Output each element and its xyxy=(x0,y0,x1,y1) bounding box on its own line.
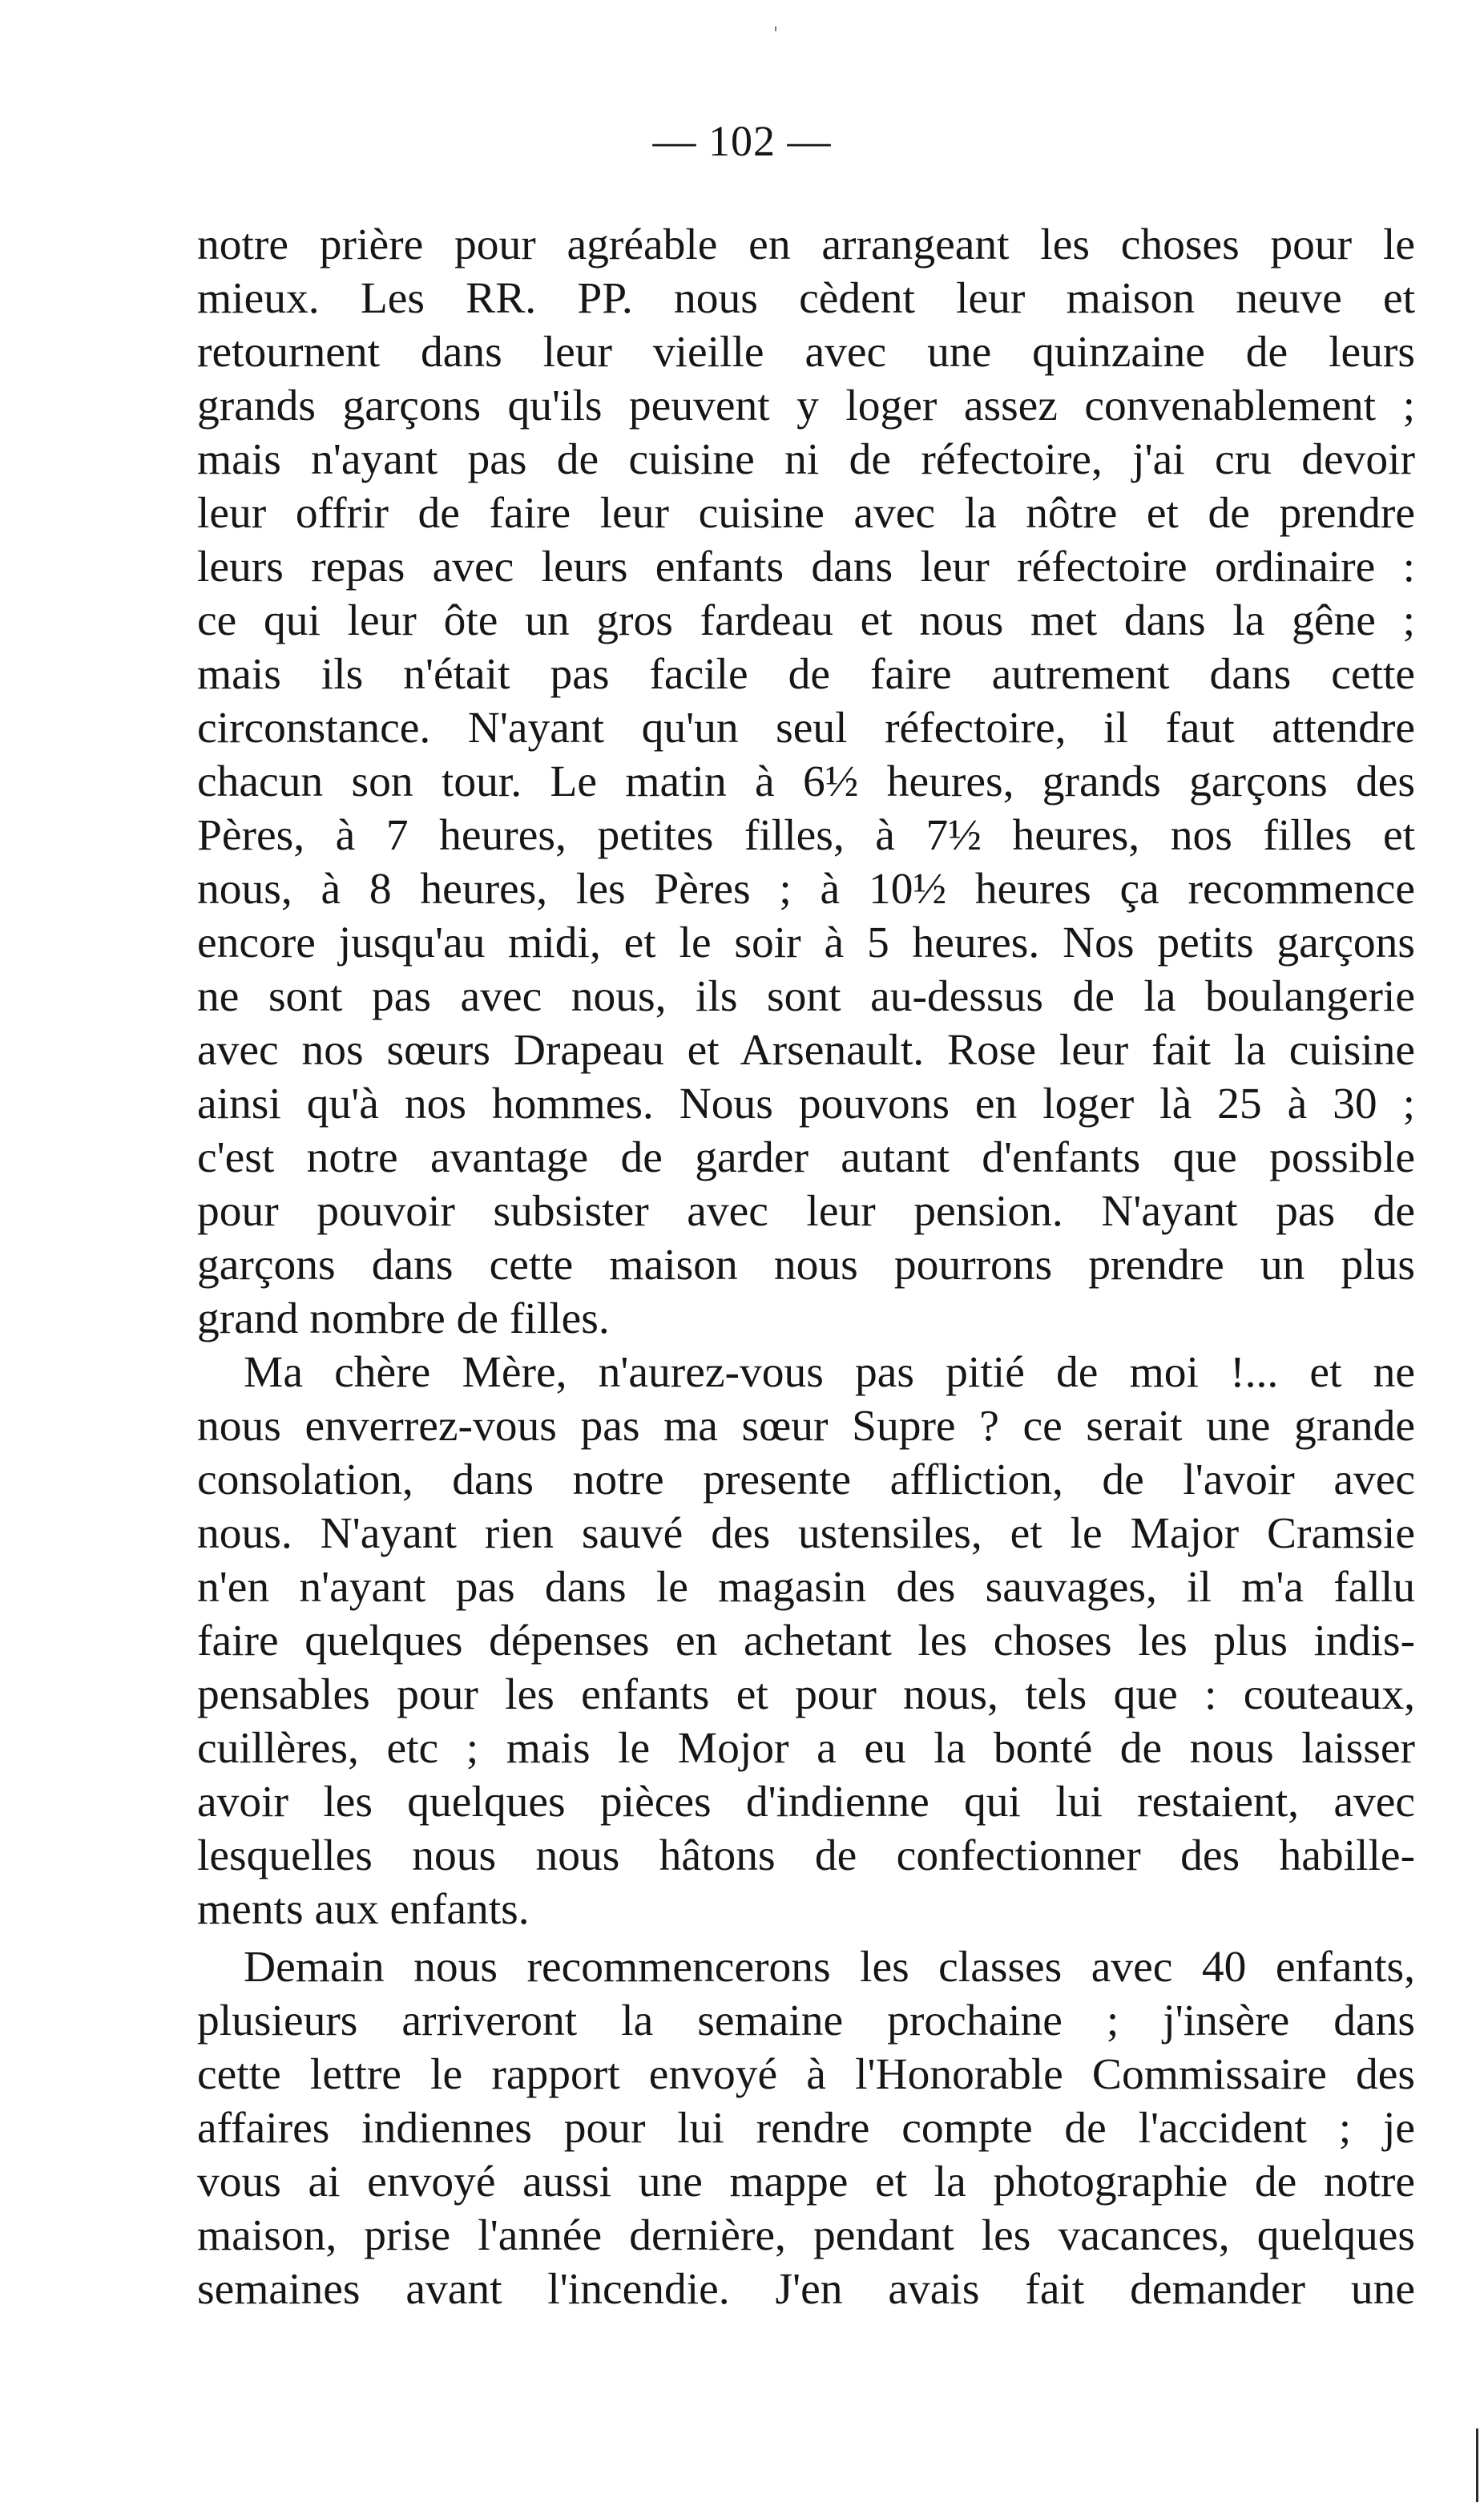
text-line: semaines avant l'incendie. J'en avais fait demander une xyxy=(197,2265,1415,2314)
text-line: grands garçons qu'ils peuvent y loger assez convenablement ; xyxy=(197,381,1415,430)
text-line: nous enverrez-vous pas ma sœur Supre ? ce serait une grande xyxy=(197,1402,1415,1451)
text-line: maison, prise l'année dernière, pendant les vacances, quelques xyxy=(197,2211,1415,2260)
text-line: c'est notre avantage de garder autant d'enfants que possible xyxy=(197,1133,1415,1182)
text-line: ne sont pas avec nous, ils sont au-dessus de la boulangerie xyxy=(197,972,1415,1021)
text-line: leurs repas avec leurs enfants dans leur réfectoire ordinaire : xyxy=(197,543,1415,591)
text-line: n'en n'ayant pas dans le magasin des sauvages, il m'a fallu xyxy=(197,1563,1415,1612)
text-line: consolation, dans notre presente affliction, de l'avoir avec xyxy=(197,1455,1415,1504)
scan-speck xyxy=(775,26,776,31)
text-line: chacun son tour. Le matin à 6½ heures, grands garçons des xyxy=(197,757,1415,806)
text-line: leur offrir de faire leur cuisine avec la nôtre et de prendre xyxy=(197,489,1415,538)
text-line: pour pouvoir subsister avec leur pension. N'ayant pas de xyxy=(197,1187,1415,1236)
text-line: Ma chère Mère, n'aurez-vous pas pitié de moi !... et ne xyxy=(244,1348,1415,1397)
text-line: faire quelques dépenses en achetant les choses les plus indis- xyxy=(197,1617,1415,1665)
text-line: cuillères, etc ; mais le Mojor a eu la bonté de nous laisser xyxy=(197,1724,1415,1773)
text-line: ainsi qu'à nos hommes. Nous pouvons en loger là 25 à 30 ; xyxy=(197,1080,1415,1128)
text-line: grand nombre de filles. xyxy=(197,1294,610,1343)
text-line: garçons dans cette maison nous pourrons prendre un plus xyxy=(197,1241,1415,1290)
text-line: retournent dans leur vieille avec une quinzaine de leurs xyxy=(197,328,1415,377)
text-line: ce qui leur ôte un gros fardeau et nous met dans la gêne ; xyxy=(197,596,1415,645)
text-line: pensables pour les enfants et pour nous, tels que : couteaux, xyxy=(197,1670,1415,1719)
text-line: affaires indiennes pour lui rendre compte de l'accident ; je xyxy=(197,2104,1415,2153)
text-line: mieux. Les RR. PP. nous cèdent leur maison neuve et xyxy=(197,274,1415,323)
text-line: nous, à 8 heures, les Pères ; à 10½ heures ça recommence xyxy=(197,865,1415,914)
text-line: nous. N'ayant rien sauvé des ustensiles, et le Major Cramsie xyxy=(197,1509,1415,1558)
text-line: notre prière pour agréable en arrangeant les choses pour le xyxy=(197,220,1415,269)
text-line: Pères, à 7 heures, petites filles, à 7½ heures, nos filles et xyxy=(197,811,1415,860)
text-line: plusieurs arriveront la semaine prochaine ; j'insère dans xyxy=(197,1996,1415,2045)
page-number: — 102 — xyxy=(652,117,832,165)
text-line: encore jusqu'au midi, et le soir à 5 heures. Nos petits garçons xyxy=(197,918,1415,967)
text-line: avoir les quelques pièces d'indienne qui lui restaient, avec xyxy=(197,1778,1415,1827)
text-line: ments aux enfants. xyxy=(197,1885,530,1934)
text-line: circonstance. N'ayant qu'un seul réfectoire, il faut attendre xyxy=(197,704,1415,753)
text-line: vous ai envoyé aussi une mappe et la photographie de notre xyxy=(197,2158,1415,2206)
text-line: mais n'ayant pas de cuisine ni de réfectoire, j'ai cru devoir xyxy=(197,435,1415,484)
text-line: Demain nous recommencerons les classes avec 40 enfants, xyxy=(244,1943,1415,1992)
margin-mark xyxy=(1476,2428,1478,2502)
text-line: avec nos sœurs Drapeau et Arsenault. Rose leur fait la cuisine xyxy=(197,1026,1415,1075)
text-line: lesquelles nous nous hâtons de confectionner des habille- xyxy=(197,1831,1415,1880)
text-line: mais ils n'était pas facile de faire autrement dans cette xyxy=(197,650,1415,699)
text-line: cette lettre le rapport envoyé à l'Honorable Commissaire des xyxy=(197,2050,1415,2099)
